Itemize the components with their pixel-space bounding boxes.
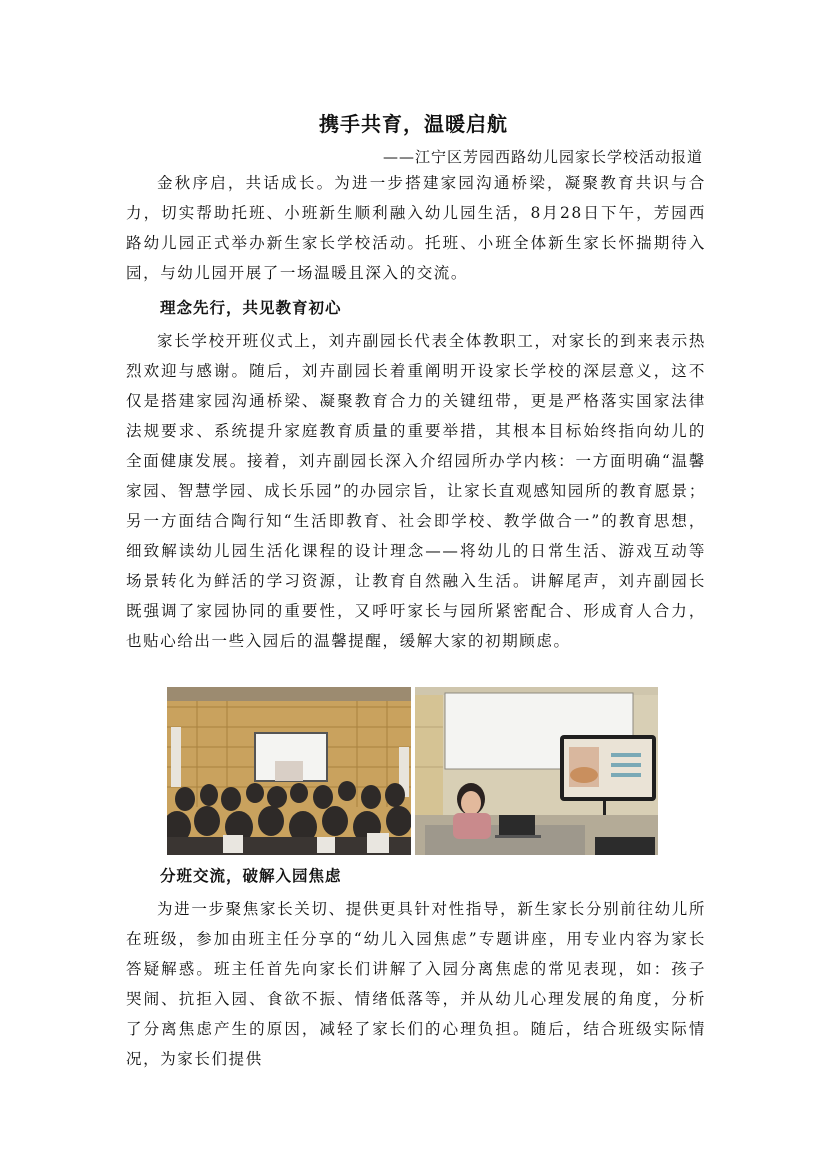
section1-heading: 理念先行，共见教育初心 (160, 299, 342, 317)
speaker-photo (415, 687, 658, 855)
page-subtitle: ——江宁区芳园西路幼儿园家长学校活动报道 (382, 148, 703, 166)
intro-paragraph: 金秋序启，共话成长。为进一步搭建家园沟通桥梁，凝聚教育共识与合力，切实帮助托班、小班新生顺利融入幼儿园生活，8月28日下午，芳园西路幼儿园正式举办新生家长学校活动。托班、小班全体新生家长怀揣期待入园，与幼儿园开展了一场温暖且深入的交流。 (126, 174, 706, 282)
photo-row (167, 687, 658, 855)
section1-paragraph: 家长学校开班仪式上，刘卉副园长代表全体教职工，对家长的到来表示热烈欢迎与感谢。随后，刘卉副园长着重阐明开设家长学校的深层意义，这不仅是搭建家园沟通桥梁、凝聚教育合力的关键纽带，更是严格落实国家法律法规要求、系统提升家庭教育质量的重要举措，其根本目标始终指向幼儿的全面健康发展。接着，刘卉副园长深入介绍园所办学内核：一方面明确“温馨家园、智慧学园、成长乐园”的办园宗旨，让家长直观感知园所的教育愿景；另一方面结合陶行知“生活即教育、社会即学校、教学做合一”的教育思想，细致解读幼儿园生活化课程的设计理念——将幼儿的日常生活、游戏互动等场景转化为鲜活的学习资源，让教育自然融入生活。讲解尾声，刘卉副园长既强调了家园协同的重要性，又呼吁家长与园所紧密配合、形成育人合力，也贴心给出一些入园后的温馨提醒，缓解大家的初期顾虑。 (126, 332, 706, 650)
section2-heading: 分班交流，破解入园焦虑 (160, 867, 342, 885)
audience-photo (167, 687, 411, 855)
page-title: 携手共育，温暖启航 (319, 112, 508, 136)
section2-paragraph: 为进一步聚焦家长关切、提供更具针对性指导，新生家长分别前往幼儿所在班级，参加由班主任分享的“幼儿入园焦虑”专题讲座，用专业内容为家长答疑解惑。班主任首先向家长们讲解了入园分离焦虑的常见表现，如：孩子哭闹、抗拒入园、食欲不振、情绪低落等，并从幼儿心理发展的角度，分析了分离焦虑产生的原因，减轻了家长们的心理负担。随后，结合班级实际情况，为家长们提供 (126, 900, 706, 1068)
